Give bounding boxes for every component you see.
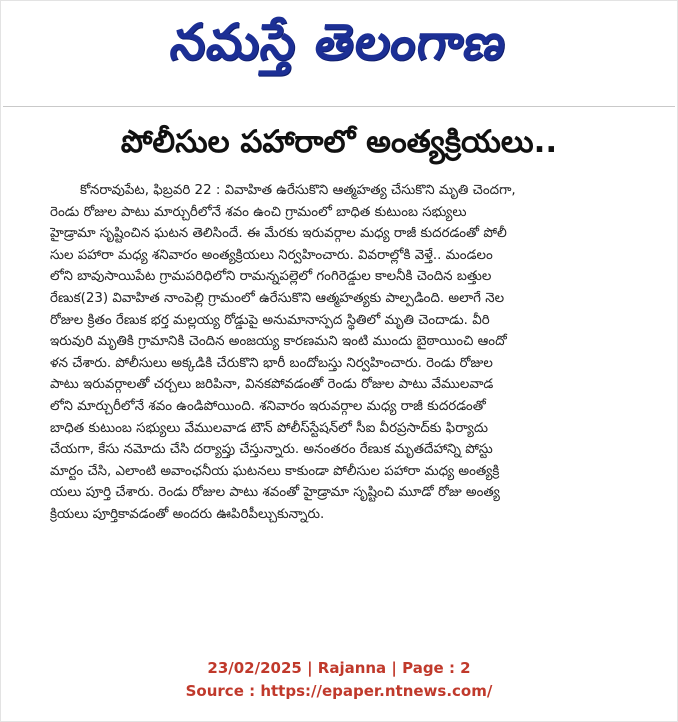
newspaper-logo: నమస్తే తెలంగాణ: [167, 13, 511, 71]
article-line: లోని మార్చురీలోనే శవం ఉండిపోయింది. శనివారం ఇరువర్గాల మధ్య రాజీ కుదరడంతో: [50, 398, 486, 414]
source-url: Source : https://epaper.ntnews.com/: [185, 682, 493, 700]
article-line: చేయగా, కేసు నమోదు చేసి దర్యాప్తు చేస్తున్నారు. అనంతరం రేణుక మృతదేహాన్ని పోస్టు: [50, 442, 493, 458]
dateline: 23/02/2025 | Rajanna | Page : 2: [207, 659, 471, 677]
article-line: ఇరువురి మృతికి గ్రామానికి చెందిన అంజయ్య కారణమని ఇంటి ముందు బైఠాయించి ఆందో: [50, 334, 507, 350]
masthead-divider: [3, 106, 675, 107]
article-line: బాధిత కుటుంబ సభ్యులు వేములవాడ టౌన్ పోలీస్‌స్టేషన్‌లో సీఐ వీరప్రసాద్‌కు ఫిర్యాదు: [50, 420, 488, 436]
article-line: కోనరావుపేట, ఫిబ్రవరి 22 : వివాహిత ఉరేసుకొని ఆత్మహత్య చేసుకొని మృతి చెందగా,: [80, 183, 516, 198]
article-line: ళన చేశారు. పోలీసులు అక్కడికి చేరుకొని భారీ బందోబస్తు నిర్వహించారు. రెండు రోజుల: [50, 355, 493, 371]
article-line: మార్టం చేసి, ఎలాంటి అవాంఛనీయ ఘటనలు కాకుండా పోలీసుల పహారా మధ్య అంత్యక్రి: [50, 463, 500, 479]
article-line: లోని బావుసాయిపేట గ్రామపరిధిలోని రామన్నపల్లెలో గంగిరెడ్డుల కాలనీకి చెందిన బత్తుల: [50, 269, 492, 285]
masthead: [0, 4, 678, 84]
source-footer: [0, 657, 678, 703]
article-line: రోజుల క్రితం రేణుక భర్త మల్లయ్య రోడ్డుపై అనుమానాస్పద స్థితిలో మృతి చెందాడు. వీరి: [50, 312, 490, 328]
article-body: [50, 180, 628, 526]
article-line: క్రియలు పూర్తికావడంతో అందరు ఊపిరిపీల్చుకున్నారు.: [50, 506, 325, 522]
article-line: హైడ్రామా సృష్టించిన ఘటన తెలిసిందే. ఈ మేరకు ఇరువర్గాల మధ్య రాజీ కుదరడంతో పోలీ: [50, 226, 507, 242]
article-line: సుల పహారా మధ్య శనివారం అంత్యక్రియలు నిర్వహించారు. వివరాల్లోకి వెళ్తే.. మండలం: [50, 247, 493, 263]
article-line: రేణుక(23) వివాహిత నాంపెల్లి గ్రామంలో ఉరేసుకొని ఆత్మహత్యకు పాల్పడింది. అలాగే నెల: [50, 290, 505, 306]
article-line: యలు పూర్తి చేశారు. రెండు రోజుల పాటు శవంతో హైడ్రామా సృష్టించి మూడో రోజు అంత్య: [50, 485, 500, 501]
article-line: పాటు ఇరువర్గాలతో చర్చలు జరిపినా, వినకపోవడంతో రెండు రోజుల పాటు వేములవాడ: [50, 377, 494, 393]
article-line: రెండు రోజుల పాటు మార్చురీలోనే శవం ఉంచి గ్రామంలో బాధిత కుటుంబ సభ్యులు: [50, 204, 467, 220]
article-headline: పోలీసుల పహారాలో అంత్యక్రియలు..: [120, 124, 558, 160]
